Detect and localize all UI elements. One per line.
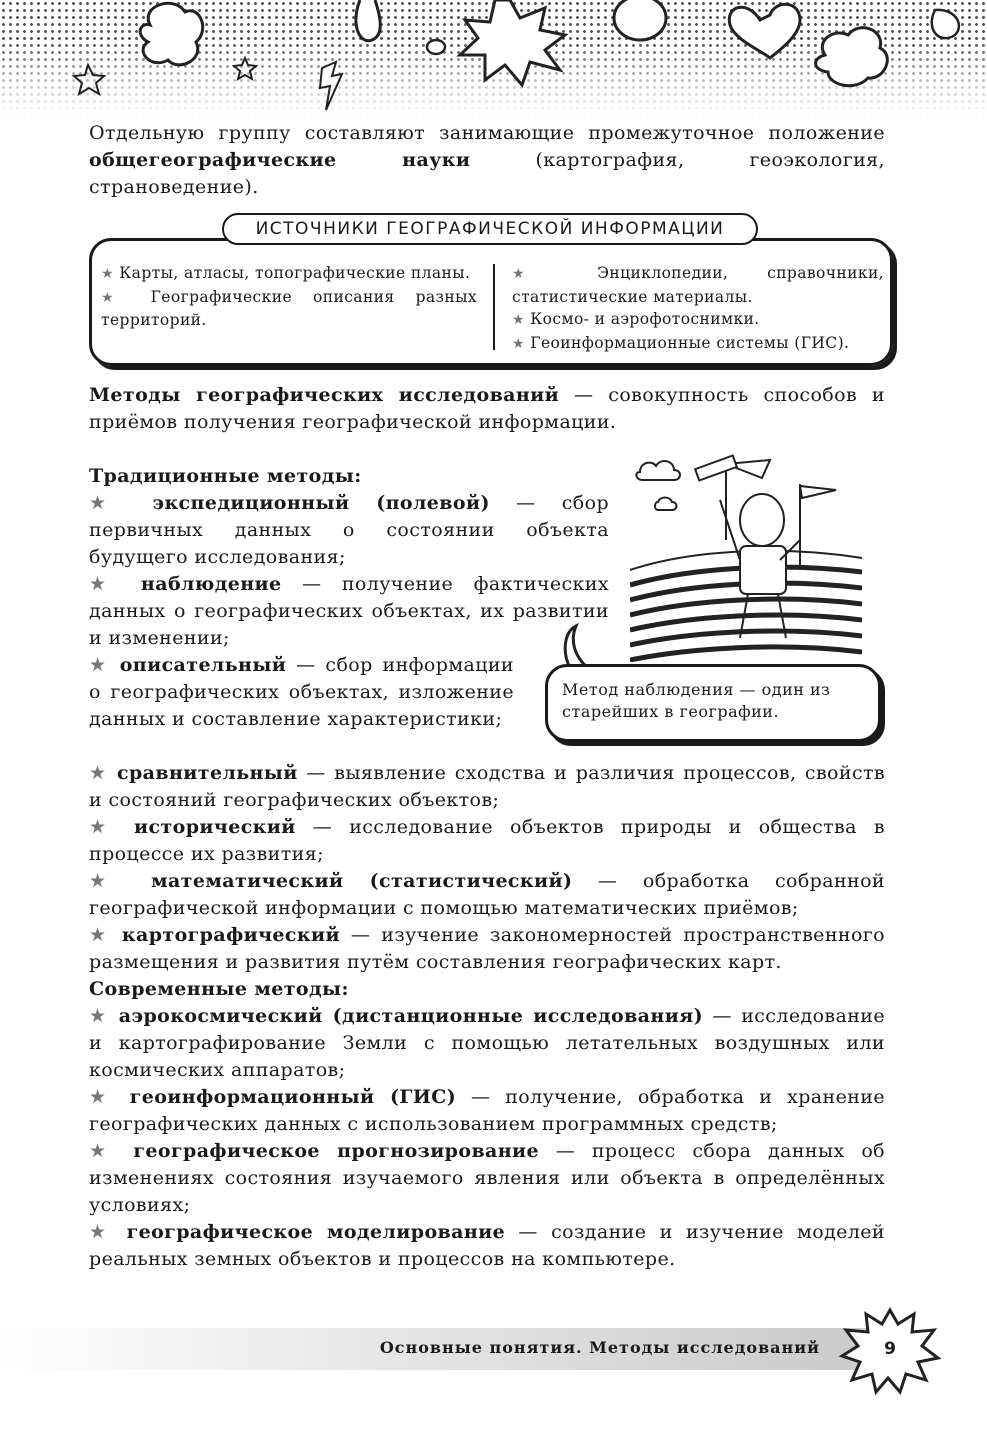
source-item: ★ Геоинформационные системы (ГИС). [512,333,850,352]
windsock-right-icon [800,486,836,498]
star-icon: ★ [89,816,117,838]
method-item: ★ экспедиционный (полевой) — сбор первичных данных о состоянии объекта будущего исследования; [89,492,610,568]
star-icon: ★ [101,266,114,282]
star-icon: ★ [512,266,559,282]
running-footer-title: Основные понятия. Методы исследований [379,1338,820,1357]
method-item: ★ исторический — исследование объектов природы и общества в процессе их развития; [89,816,885,865]
heart-icon [729,4,800,58]
star-icon: ★ [89,654,110,676]
sources-right-column [512,262,884,355]
star-icon: ★ [89,1005,110,1027]
star-icon: ★ [89,1086,115,1108]
star-icon: ★ [512,312,525,328]
method-item-descriptive: ★ описательный — сбор информации о географических объектах, изложение данных и составление характеристики; [89,654,514,730]
star-icon: ★ [89,573,121,595]
star-icon: ★ [89,492,127,514]
cloud-icon [636,461,680,480]
source-item: ★ Географические описания разных территорий. [101,287,478,329]
head-icon [740,494,784,546]
swirl-bubble-icon [356,0,380,41]
sources-divider [493,264,495,350]
source-item: ★ Энциклопедии, справочники, статистические материалы. [512,264,884,306]
method-item: ★ геоинформационный (ГИС) — получение, обработка и хранение географических данных с использованием программных средств; [89,1086,885,1135]
intro-paragraph: Отдельную группу составляют занимающие промежуточное положение общегеографические науки (картография, геоэкология, страноведение). [89,122,885,198]
traditional-block [89,463,609,652]
method-item: ★ картографический — изучение закономерностей пространственного размещения и развития путём составления географических карт. [89,924,885,973]
traditional-heading: Традиционные методы: [89,465,362,487]
telescope-icon [695,456,737,481]
method-item: ★ наблюдение — получение фактических данных о географических объектах, их развитии и изменении; [89,573,609,649]
modern-heading: Современные методы: [89,978,349,1000]
star-icon: ★ [89,1140,117,1162]
star-icon: ★ [512,335,525,352]
body-icon [740,546,786,594]
lightning-icon [320,62,342,110]
method-item: ★ сравнительный — выявление сходства и различия процессов, свойств и состояний географических объектов; [89,762,885,811]
method-item: ★ аэрокосмический (дистанционные исследования) — исследование и картографирование Земли с помощью летательных воздушных или космических аппаратов; [89,1005,885,1081]
star-icon: ★ [89,1221,114,1243]
method-item: ★ географическое прогнозирование — процесс сбора данных об изменениях состояния изучаемого явления или объекта в определённых условиях; [89,1140,885,1216]
observer-illustration [630,450,862,662]
illustration-caption: Метод наблюдения — один из старейших в географии. [545,664,881,742]
cloud-bubble-icon [140,3,203,64]
methods-definition: Методы географических исследований — совокупность способов и приёмов получения географической информации. [89,384,885,433]
star-outline-icon [74,65,104,94]
star-icon: ★ [89,870,126,892]
method-item: ★ географическое моделирование — создание и изучение моделей реальных земных объектов и процессов на компьютере. [89,1221,885,1270]
source-item: ★ Карты, атласы, топографические планы. [101,264,471,282]
star-icon: ★ [89,762,109,784]
cloud-small-icon [655,498,677,511]
sources-title: ИСТОЧНИКИ ГЕОГРАФИЧЕСКОЙ ИНФОРМАЦИИ [222,213,758,245]
burst-icon [460,0,565,85]
star-small-icon [234,58,256,79]
sources-left-column [101,262,477,332]
leaf-icon [932,10,959,38]
small-oval-icon [427,40,445,54]
cloud-right-icon [816,28,888,86]
star-icon: ★ [101,289,130,306]
source-item: ★ Космо- и аэрофотоснимки. [512,310,760,328]
circle-bubble-icon [614,0,666,40]
method-item: ★ математический (статистический) — обработка собранной географической информации с помощью математических приёмов; [89,870,885,919]
page-number: 9 [884,1339,896,1359]
methods-list-wide [89,760,885,1273]
caption-tail [548,622,608,670]
header-decoration [0,0,987,118]
star-icon: ★ [89,924,111,946]
